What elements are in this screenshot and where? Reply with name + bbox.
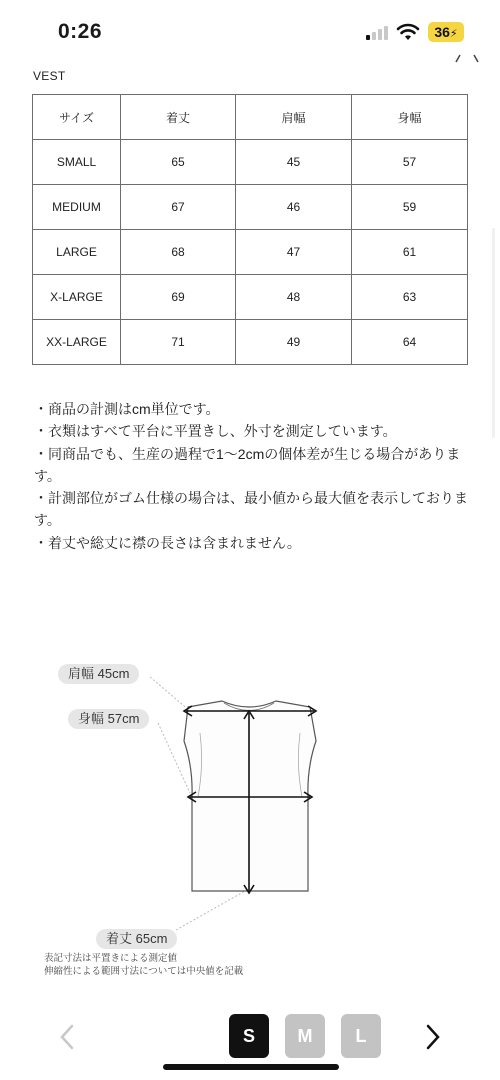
header-size: サイズ (33, 95, 121, 140)
header-length: 着丈 (121, 95, 236, 140)
status-time: 0:26 (58, 20, 103, 43)
table-cell: 49 (236, 320, 352, 365)
note-item: ・同商品でも、生産の過程で1〜2cmの個体差が生じる場合があります。 (34, 445, 461, 484)
cellular-signal-icon (366, 26, 390, 40)
table-cell: 69 (121, 275, 236, 320)
wifi-icon (396, 22, 420, 42)
table-cell: 68 (121, 230, 236, 275)
size-button-s[interactable]: S (229, 1014, 269, 1058)
status-bar (0, 0, 500, 64)
size-button-l[interactable]: L (341, 1014, 381, 1058)
charging-bolt-icon: ⚡ (449, 28, 458, 40)
table-cell: 48 (236, 275, 352, 320)
size-button-m[interactable]: M (285, 1014, 325, 1058)
table-cell: XX-LARGE (33, 320, 121, 365)
table-cell: 67 (121, 185, 236, 230)
size-chart-table (32, 94, 468, 365)
header-shoulder: 肩幅 (236, 95, 352, 140)
table-row (33, 275, 468, 320)
vest-measurement-diagram (0, 655, 500, 985)
note-item: ・商品の計測はcm単位です。 (34, 401, 220, 417)
table-cell: 65 (121, 140, 236, 185)
note-item: ・衣類はすべて平台に平置きし、外寸を測定しています。 (34, 423, 397, 440)
table-cell: 57 (352, 140, 468, 185)
table-cell: SMALL (33, 140, 121, 185)
table-cell: 45 (236, 140, 352, 185)
table-cell: LARGE (33, 230, 121, 275)
chevron-left-icon[interactable] (58, 1023, 76, 1051)
footnote-flat: 表記寸法は平置きによる測定値 (44, 953, 178, 964)
size-selector (0, 1010, 500, 1064)
vest-illustration (0, 655, 500, 985)
table-cell: 46 (236, 185, 352, 230)
table-row (33, 185, 468, 230)
table-header-row (33, 95, 468, 140)
chevron-right-icon[interactable] (424, 1023, 442, 1051)
battery-indicator (428, 22, 464, 42)
table-cell: 59 (352, 185, 468, 230)
table-row (33, 140, 468, 185)
table-cell: 47 (236, 230, 352, 275)
header-chest: 身幅 (352, 95, 468, 140)
table-cell: 61 (352, 230, 468, 275)
shoulder-width-label: 肩幅 45cm (58, 664, 139, 684)
table-row (33, 230, 468, 275)
table-row (33, 320, 468, 365)
table-cell: 71 (121, 320, 236, 365)
table-cell: 64 (352, 320, 468, 365)
measurement-notes (34, 398, 474, 554)
length-label: 着丈 65cm (96, 929, 177, 949)
home-indicator[interactable] (163, 1064, 339, 1070)
footnote-stretch: 伸縮性による範囲寸法については中央値を記載 (44, 966, 244, 977)
collapse-chevron-icon[interactable] (454, 52, 480, 64)
product-type-label: VEST (33, 69, 66, 83)
battery-level: 36 (434, 24, 450, 40)
table-cell: X-LARGE (33, 275, 121, 320)
note-item: ・着丈や総丈に襟の長さは含まれません。 (34, 534, 301, 551)
scrollbar-track[interactable] (492, 228, 495, 438)
table-cell: MEDIUM (33, 185, 121, 230)
chest-width-label: 身幅 57cm (68, 709, 149, 729)
note-item: ・計測部位がゴム仕様の場合は、最小値から最大値を表示しております。 (34, 490, 468, 529)
table-cell: 63 (352, 275, 468, 320)
